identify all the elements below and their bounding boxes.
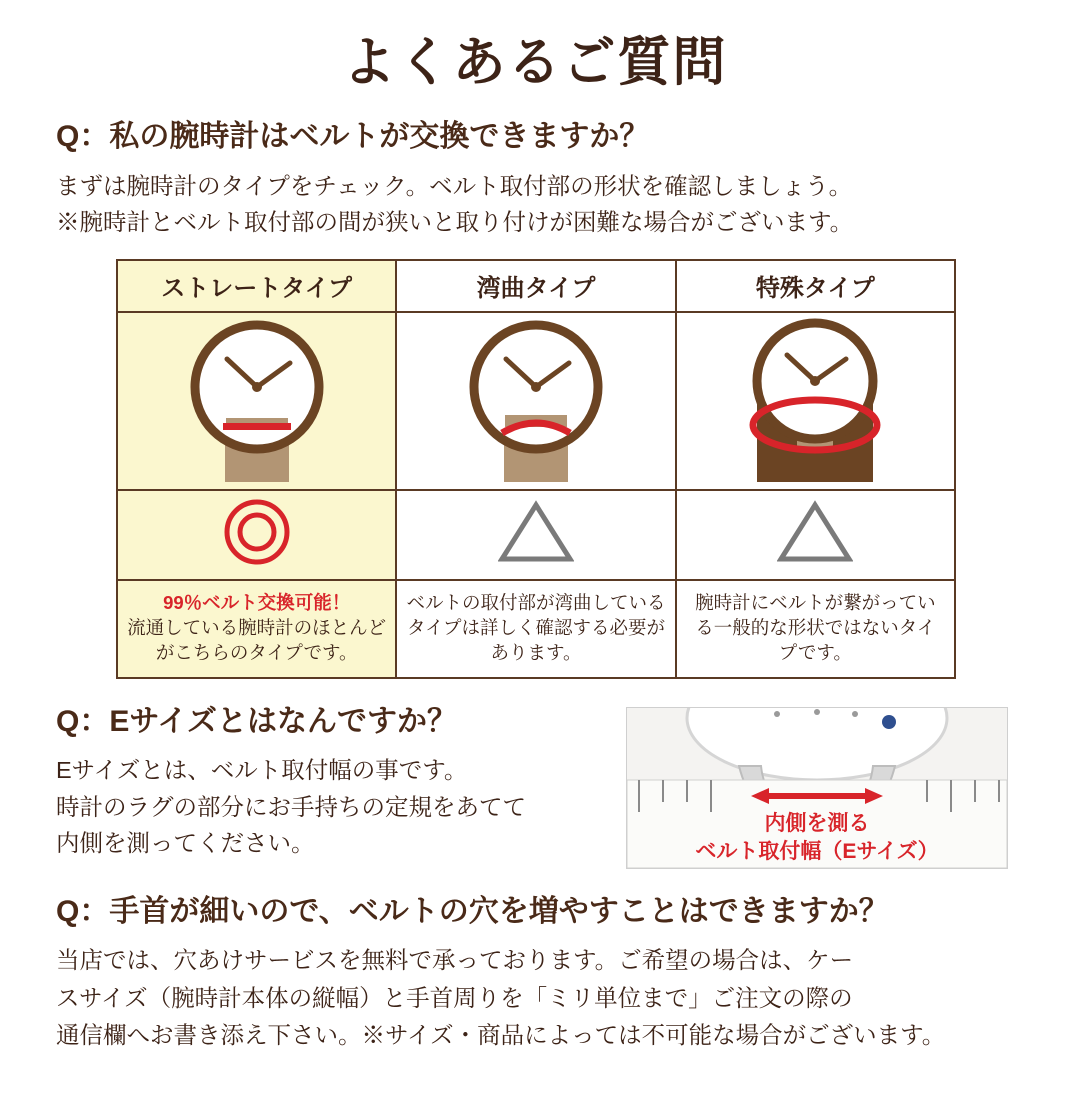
- esize-photo: [626, 707, 1008, 869]
- page-title: よくあるご質問: [342, 33, 728, 92]
- question-2-section: [56, 703, 1014, 869]
- description-straight-highlight: 99％ベルト交換可能！: [163, 592, 351, 614]
- table-header-straight: ストレートタイプ: [117, 260, 396, 312]
- illustration-cell-special: [676, 312, 955, 490]
- question-3-section: [56, 893, 1014, 1055]
- question-3-body-line1: 当店では、穴あけサービスを無料で承っております。ご希望の場合は、ケー: [56, 947, 854, 974]
- table-header-curved: 湾曲タイプ: [396, 260, 675, 312]
- question-2-body-line3: 内側を測ってください。: [56, 829, 315, 856]
- question-3-text: 手首が細いので、ベルトの穴を増やすことはできますか？: [109, 894, 889, 928]
- question-1-body-line1: まずは腕時計のタイプをチェック。ベルト取付部の形状を確認しましょう。: [56, 172, 853, 199]
- esize-measurement-illustration: [627, 708, 1007, 868]
- description-curved-line3: あります。: [490, 642, 582, 664]
- table-row-marks: [117, 490, 955, 580]
- description-straight-line1: 流通している腕時計のほとんど: [127, 617, 387, 639]
- watch-illustration-special: [677, 313, 954, 489]
- question-1-heading: [56, 118, 1014, 156]
- triangle-icon: [777, 499, 853, 565]
- question-1-body: [56, 168, 1014, 241]
- esize-caption-line1: 内側を測る: [764, 811, 870, 835]
- question-3-label: Q：: [56, 894, 110, 928]
- question-3-body-line3: 通信欄へお書き添え下さい。※サイズ・商品によっては不可能な場合がございます。: [56, 1022, 946, 1049]
- description-straight-line2: がこちらのタイプです。: [155, 642, 358, 664]
- question-2-label: Q：: [56, 704, 110, 738]
- table-row-headers: [117, 260, 955, 312]
- illustration-cell-straight: [117, 312, 396, 490]
- watch-type-table: [116, 259, 956, 679]
- question-2-body: [56, 752, 616, 861]
- description-curved-line2: タイプは詳しく確認する必要が: [406, 617, 666, 639]
- question-1-text: 私の腕時計はベルトが交換できますか？: [109, 120, 650, 154]
- description-cell-straight: [117, 580, 396, 678]
- question-3-heading: [56, 893, 1014, 931]
- watch-illustration-straight: [118, 313, 395, 489]
- question-1-label: Q：: [56, 120, 110, 154]
- description-special-line3: プです。: [778, 642, 852, 664]
- question-2-text-block: [56, 703, 616, 862]
- watch-special-icon: [685, 315, 945, 487]
- question-3-body: [56, 942, 1014, 1055]
- double-circle-icon: [222, 497, 292, 567]
- mark-cell-straight: [117, 490, 396, 580]
- question-3-body-line2: スサイズ（腕時計本体の縦幅）と手首周りを「ミリ単位まで」ご注文の際の: [56, 984, 853, 1011]
- question-2-heading: [56, 703, 616, 741]
- watch-curved-icon: [406, 315, 666, 487]
- watch-illustration-curved: [397, 313, 674, 489]
- description-special-line2: る一般的な形状ではないタイ: [695, 617, 936, 639]
- table-header-special: 特殊タイプ: [676, 260, 955, 312]
- question-2-body-line2: 時計のラグの部分にお手持ちの定規をあてて: [56, 793, 526, 820]
- table-row-descriptions: [117, 580, 955, 678]
- description-cell-curved: [396, 580, 675, 678]
- description-curved-line1: ベルトの取付部が湾曲している: [406, 592, 666, 614]
- table-row-illustrations: [117, 312, 955, 490]
- esize-caption-line2: ベルト取付幅（Eサイズ）: [695, 839, 939, 863]
- question-1-body-line2: ※腕時計とベルト取付部の間が狭いと取り付けが困難な場合がございます。: [56, 209, 854, 236]
- watch-straight-icon: [127, 315, 387, 487]
- question-2-body-line1: Eサイズとは、ベルト取付幅の事です。: [56, 757, 468, 784]
- faq-page: [0, 34, 1070, 1104]
- mark-cell-curved: [396, 490, 675, 580]
- illustration-cell-curved: [396, 312, 675, 490]
- mark-cell-special: [676, 490, 955, 580]
- triangle-icon: [498, 499, 574, 565]
- description-cell-special: [676, 580, 955, 678]
- description-special-line1: 腕時計にベルトが繋がってい: [695, 592, 936, 614]
- question-2-text: Eサイズとはなんですか？: [109, 704, 457, 738]
